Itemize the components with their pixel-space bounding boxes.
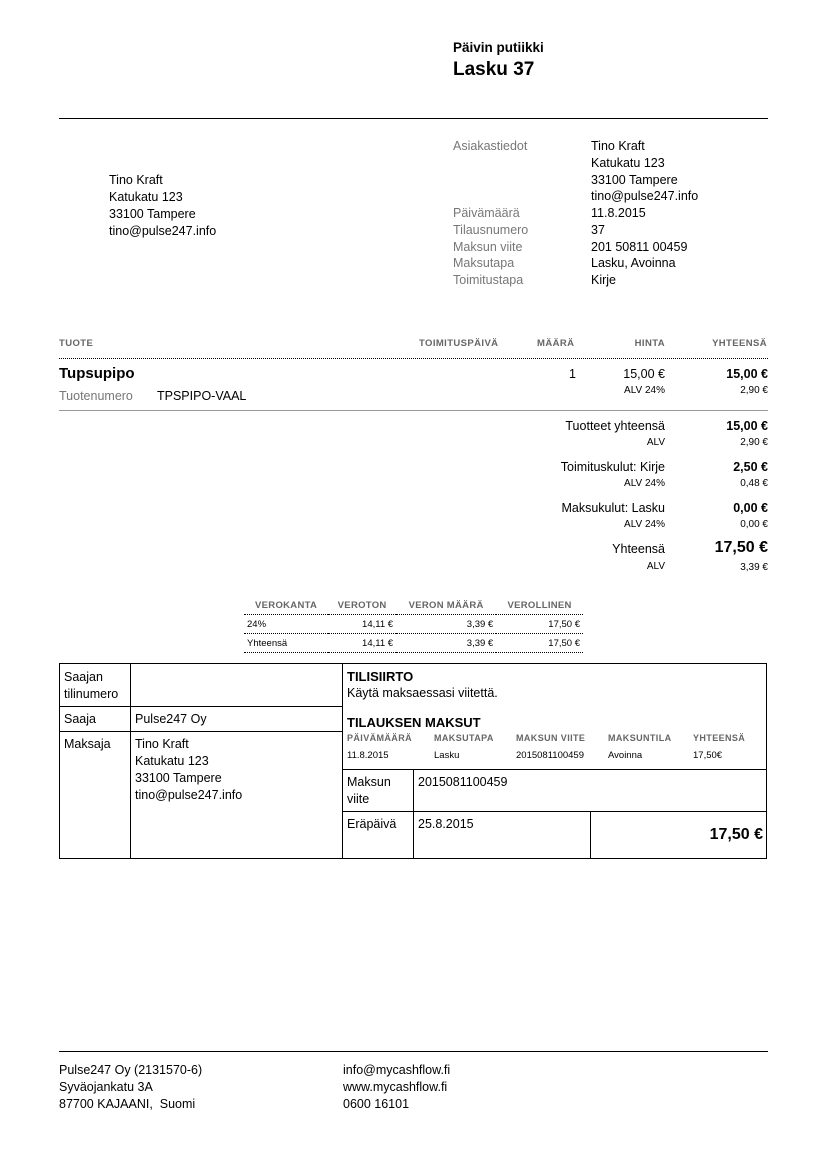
item-total: 15,00 € [726,367,768,381]
address-line: Tino Kraft [109,173,163,187]
payments-header-total: YHTEENSÄ [693,733,746,743]
subtotal-vat-value: 2,90 € [740,437,768,448]
tax-cell: 3,39 € [396,615,496,634]
payee-value: Pulse247 Oy [135,712,207,726]
slip-divider [342,664,343,858]
table-row [244,615,583,634]
customer-info [591,138,698,205]
payments-header-date: PÄIVÄMÄÄRÄ [347,733,413,743]
payer-line: Tino Kraft [135,737,189,751]
col-header-delivery-date: TOIMITUSPÄIVÄ [419,338,499,349]
item-vat-rate: ALV 24% [624,385,665,396]
item-sku: TPSPIPO-VAAL [157,389,247,403]
item-name: Tupsupipo [59,365,135,382]
invoice-title: Lasku 37 [453,59,535,80]
address-line: tino@pulse247.info [109,224,217,238]
detail-label-date: Päivämäärä [453,206,520,220]
slip-divider [413,769,414,858]
payer-line: Katukatu 123 [135,754,209,768]
tax-header-net: VEROTON [328,598,396,615]
tax-header-tax: VERON MÄÄRÄ [396,598,496,615]
tax-header-gross: VEROLLINEN [496,598,583,615]
payer-line: tino@pulse247.info [135,788,243,802]
payment-slip [59,663,767,859]
detail-value-delivery-method: Kirje [591,273,617,288]
subtotal-label: Tuotteet yhteensä [565,419,665,433]
item-quantity: 1 [569,367,576,381]
detail-label-reference: Maksun viite [453,239,523,254]
payee-label: Saaja [64,712,96,726]
reference-label: Maksun viite [347,775,391,806]
footer-phone: 0600 16101 [343,1096,410,1111]
customer-line: 33100 Tampere [591,172,678,187]
payments-header-reference: MAKSUN VIITE [516,733,586,743]
payments-header-method: MAKSUTAPA [434,733,494,743]
col-header-total: YHTEENSÄ [712,338,767,349]
grand-total-vat-value: 3,39 € [740,562,768,573]
footer-divider [59,1051,768,1052]
detail-value-reference: 201 50811 00459 [591,239,688,254]
reference-value: 2015081100459 [418,775,508,789]
shipping-value: 2,50 € [733,460,768,474]
footer-line: Pulse247 Oy (2131570-6) [59,1063,203,1077]
slip-divider [590,811,591,858]
transfer-title: TILISIIRTO [347,669,414,684]
slip-divider [342,811,766,812]
customer-info-label: Asiakastiedot [453,139,528,153]
footer-contact [343,1062,450,1112]
payments-cell-date: 11.8.2015 [347,750,389,761]
footer-line: 87700 KAJAANI, Suomi [59,1096,196,1111]
detail-label-payment-method: Maksutapa [453,256,515,271]
tax-cell: 14,11 € [328,615,396,634]
subtotal-vat-label: ALV [646,437,665,448]
due-date-value: 25.8.2015 [418,817,474,831]
customer-line: Tino Kraft [591,139,645,153]
item-sku-label: Tuotenumero [59,389,133,403]
shipping-vat-value: 0,48 € [740,478,768,489]
payer-address [135,736,242,804]
recipient-address [109,172,216,240]
col-header-price: HINTA [634,338,665,349]
payments-cell-status: Avoinna [608,750,643,761]
header-divider [59,118,768,119]
payment-fee-vat-value: 0,00 € [740,519,768,530]
payments-header-status: MAKSUNTILA [608,733,672,743]
payer-label: Maksaja [64,737,111,751]
shipping-label: Toimituskulut: Kirje [560,460,665,474]
tax-cell: 24% [244,615,328,634]
slip-divider [342,769,766,770]
table-row [244,634,583,653]
item-vat-amount: 2,90 € [740,385,768,396]
payment-fee-label: Maksukulut: Lasku [561,501,665,515]
tax-cell: Yhteensä [244,634,328,653]
payments-cell-reference: 2015081100459 [516,750,584,761]
shop-name: Päivin putiikki [453,40,544,55]
account-label: Saajan tilinumero [64,670,119,701]
payment-fee-value: 0,00 € [733,501,768,515]
footer-email-link[interactable]: info@mycashflow.fi [343,1063,451,1077]
slip-divider [60,706,342,707]
grand-total-label: Yhteensä [612,542,665,556]
tax-table [244,598,583,653]
payment-fee-vat-label: ALV 24% [624,519,665,530]
footer-company [59,1062,202,1112]
items-divider [59,410,768,411]
grand-total-vat-label: ALV [646,561,665,572]
detail-value-date: 11.8.2015 [591,206,646,220]
customer-line: tino@pulse247.info [591,189,699,204]
details-values [591,205,687,289]
item-price: 15,00 € [623,367,665,381]
due-date-label: Eräpäivä [347,817,397,831]
col-header-product: TUOTE [59,338,94,349]
grand-total-value: 17,50 € [714,539,768,556]
address-line: Katukatu 123 [109,190,183,204]
slip-divider [130,664,131,858]
detail-value-order-number: 37 [591,222,605,237]
payments-cell-total: 17,50€ [693,750,723,761]
transfer-note: Käytä maksaessasi viitettä. [347,686,498,700]
payments-cell-method: Lasku [434,750,460,761]
tax-cell: 14,11 € [328,634,396,653]
tax-cell: 17,50 € [496,615,583,634]
shipping-vat-label: ALV 24% [624,478,665,489]
footer-website-link[interactable]: www.mycashflow.fi [343,1079,448,1094]
detail-label-order-number: Tilausnumero [453,222,529,237]
address-line: 33100 Tampere [109,207,196,221]
order-payments-title: TILAUKSEN MAKSUT [347,715,481,730]
payer-line: 33100 Tampere [135,771,222,785]
details-labels [453,205,528,289]
tax-cell: 17,50 € [496,634,583,653]
detail-value-payment-method: Lasku, Avoinna [591,256,676,271]
footer-line: Syväojankatu 3A [59,1079,153,1094]
slip-divider [60,731,342,732]
col-header-quantity: MÄÄRÄ [537,338,575,349]
tax-cell: 3,39 € [396,634,496,653]
customer-line: Katukatu 123 [591,155,665,170]
subtotal-value: 15,00 € [726,419,768,433]
slip-amount: 17,50 € [709,826,763,843]
items-header-divider [59,358,768,359]
tax-header-rate: VEROKANTA [244,598,328,615]
detail-label-delivery-method: Toimitustapa [453,273,524,288]
